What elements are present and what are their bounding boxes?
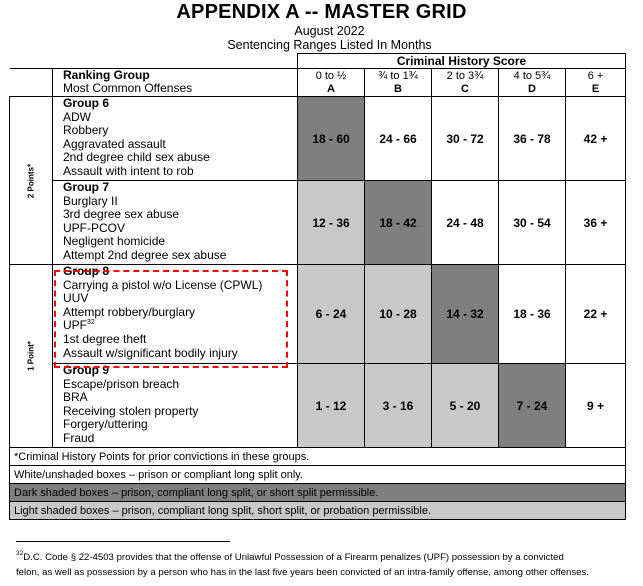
- offense-item: BRA: [63, 390, 88, 405]
- column-range: 6 +: [587, 70, 604, 82]
- group-6-offenses: [53, 97, 298, 181]
- group-name: Group 6: [63, 96, 110, 110]
- one-point-label: 1 Point*: [26, 341, 36, 371]
- legend-dark-row: [10, 484, 626, 502]
- offense-text: UPF: [63, 318, 87, 333]
- group-7-offenses: [53, 181, 298, 265]
- column-header-d: [499, 69, 566, 97]
- group-7-row: [10, 181, 626, 265]
- column-range: 4 to 5¾: [513, 70, 551, 82]
- column-header-c: [432, 69, 499, 97]
- offense-item: Carrying a pistol w/o License (CPWL): [63, 277, 263, 292]
- offense-item: Fraud: [63, 430, 95, 445]
- offense-item: Burglary II: [63, 193, 118, 208]
- two-points-label: 2 Points*: [26, 163, 36, 198]
- offense-item: [63, 319, 297, 333]
- column-letter: E: [591, 83, 600, 95]
- offense-item: Receiving stolen property: [63, 403, 199, 418]
- offense-item: Aggravated assault: [63, 136, 166, 151]
- group-8-offenses: [53, 265, 298, 364]
- group-name: Group 7: [63, 180, 110, 194]
- group-name: Group 8: [63, 264, 110, 278]
- range-cell: 36 +: [566, 181, 626, 265]
- column-header-a: [298, 69, 365, 97]
- range-cell: 7 - 24: [499, 364, 566, 448]
- column-header-e: [566, 69, 626, 97]
- range-cell: 3 - 16: [365, 364, 432, 448]
- legend-note-row: [10, 448, 626, 466]
- group-9-row: [10, 364, 626, 448]
- legend-white-row: [10, 466, 626, 484]
- ranking-group-header: [53, 69, 298, 97]
- blank-side-header: [10, 69, 53, 97]
- footnote-text-1: D.C. Code § 22-4503 provides that the offense of Unlawful Possession of a Firearm penalizes (UPF) possession by a convicted: [23, 552, 564, 563]
- legend-dark: Dark shaded boxes – prison, compliant long split, or short split permissible.: [10, 484, 626, 502]
- criminal-history-score-header: Criminal History Score: [298, 54, 626, 69]
- range-cell: 30 - 72: [432, 97, 499, 181]
- range-cell: 1 - 12: [298, 364, 365, 448]
- range-cell: 6 - 24: [298, 265, 365, 364]
- blank-corner: [10, 54, 298, 69]
- group-8-row: [10, 265, 626, 364]
- legend-light-row: [10, 502, 626, 520]
- range-cell: 24 - 66: [365, 97, 432, 181]
- footnote: [16, 550, 643, 580]
- range-cell: 18 - 42: [365, 181, 432, 265]
- offense-item: Assault with intent to rob: [63, 163, 194, 178]
- group-9-offenses: [53, 364, 298, 448]
- range-cell: 24 - 48: [432, 181, 499, 265]
- common-offenses-label: Most Common Offenses: [63, 81, 193, 95]
- offense-item: 2nd degree child sex abuse: [63, 150, 210, 165]
- column-range: 2 to 3¾: [446, 70, 484, 82]
- range-cell: 22 +: [566, 265, 626, 364]
- footnote-marker: 32: [87, 319, 95, 327]
- offense-item: 3rd degree sex abuse: [63, 207, 180, 222]
- legend-light: Light shaded boxes – prison, compliant long split, short split, or probation permissible.: [10, 502, 626, 520]
- offense-item: ADW: [63, 109, 91, 124]
- range-cell: 5 - 20: [432, 364, 499, 448]
- offense-item: Escape/prison breach: [63, 376, 180, 391]
- footnote-number: 32: [16, 550, 24, 557]
- footnote-line-1: [16, 550, 643, 565]
- column-letter: C: [461, 83, 469, 95]
- range-cell: 30 - 54: [499, 181, 566, 265]
- range-cell: 18 - 60: [298, 97, 365, 181]
- range-cell: 36 - 78: [499, 97, 566, 181]
- two-points-side-cell: [10, 97, 53, 265]
- column-range: ¾ to 1¾: [378, 70, 418, 82]
- offense-item: Assault w/significant bodily injury: [63, 345, 238, 360]
- group-6-row: [10, 97, 626, 181]
- range-cell: 42 +: [566, 97, 626, 181]
- date-line: August 2022: [294, 24, 365, 38]
- ranking-group-label: Ranking Group: [63, 68, 150, 82]
- range-cell: 18 - 36: [499, 265, 566, 364]
- range-cell: 9 +: [566, 364, 626, 448]
- offense-item: 1st degree theft: [63, 331, 147, 346]
- range-cell: 10 - 28: [365, 265, 432, 364]
- column-letter: A: [327, 83, 335, 95]
- footnote-line-2: felon, as well as possession by a person who has in the last five years been convicted of an intra-family offense, among other offenses.: [16, 567, 589, 578]
- range-cell: 14 - 32: [432, 265, 499, 364]
- page-title: APPENDIX A -- MASTER GRID: [176, 1, 467, 23]
- criminal-history-note: *Criminal History Points for prior convictions in these groups.: [10, 448, 626, 466]
- one-point-side-cell: [10, 265, 53, 448]
- offense-item: UPF-PCOV: [63, 220, 126, 235]
- offense-item: Attempt 2nd degree sex abuse: [63, 247, 227, 262]
- subtitle-line: Sentencing Ranges Listed In Months: [227, 38, 432, 52]
- column-letter: D: [528, 83, 536, 95]
- range-cell: 12 - 36: [298, 181, 365, 265]
- offense-item: UUV: [63, 291, 89, 306]
- offense-item: Attempt robbery/burglary: [63, 304, 196, 319]
- column-range: 0 to ½: [315, 70, 347, 82]
- offense-item: Robbery: [63, 123, 109, 138]
- master-grid-table: [9, 53, 626, 520]
- column-letter: B: [394, 83, 402, 95]
- offense-item: Negligent homicide: [63, 234, 166, 249]
- column-header-b: [365, 69, 432, 97]
- group-name: Group 9: [63, 363, 110, 377]
- footnote-divider: [16, 541, 230, 542]
- legend-white: White/unshaded boxes – prison or compliant long split only.: [10, 466, 626, 484]
- offense-item: Forgery/uttering: [63, 417, 148, 432]
